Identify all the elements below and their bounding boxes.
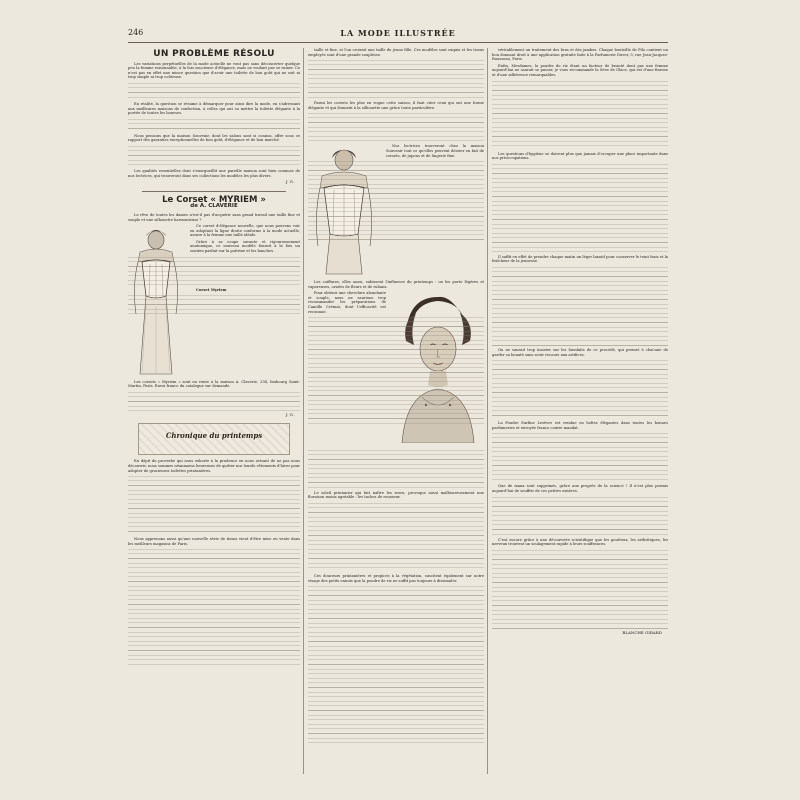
paragraph: Nous pensons que la maison Souvenir, dont les salons sont si connus, offre sous ce rapport des garanties exceptionnelles de bon goût, d'élégance et de bon marché. — [128, 133, 300, 143]
signature: BLANCHE GIRARD — [622, 629, 662, 635]
paragraph: On ne saurait trop insister sur les bienfaits de ce procédé, qui permet à chacune de garder sa beauté sans avoir recours aux artifices. — [492, 347, 668, 357]
paragraph: La Poudre Surfine Lesèvre est vendue en boîtes élégantes dans toutes les bonnes parfumeries et envoyée franco contre mandat. — [492, 421, 668, 430]
paragraph: Les coiffures, elles aussi, subissent l'influence du printemps : on les porte légères et vaporeuses, ornées de fleurs et de rubans. — [308, 279, 484, 289]
header-rule — [128, 42, 668, 43]
paragraph: Enfin, Mesdames, la poudre de riz étant un facteur de beauté dont pas une femme aujourd'hui ne saurait se passer, je vous recommande la Sève de Glace, qui est d'une finesse et d'une adhérence remarquables. — [492, 63, 668, 77]
paragraph: En dépit du proverbe qui nous exhorte à la prudence en nous avisant de ne pas nous découvrir, nous sommes néanmoins heureuses de quitter nos lourds vêtements d'hiver pour adopter de gracieuses toilettes printanières. — [128, 459, 300, 473]
section-title: Chronique du printemps — [165, 431, 263, 441]
article-title: UN PROBLÈME RÉSOLU — [153, 49, 275, 59]
paragraph: Le soleil printanier qui fait naître les roses, provoque aussi malheureusement une floraison moins agréable : les taches de rousseur. — [308, 490, 484, 500]
signature: J. G. — [285, 411, 294, 417]
paragraph: Que de maux sont supprimés, grâce aux progrès de la science ! Il n'est plus permis aujourd'hui de souffrir de ces petites misères. — [492, 484, 668, 493]
signature: J. G. — [285, 179, 294, 185]
column-1 — [128, 48, 300, 774]
column-2 — [308, 48, 484, 774]
paragraph: Le rêve de toutes les dames n'est-il pas d'acquérir sans grand travail une taille fine et souple et une silhouette harmonieuse ? — [128, 212, 300, 222]
column-divider — [303, 48, 304, 774]
text-block — [308, 449, 484, 489]
paragraph: En réalité, la question se résume à démarquer pour ainsi dire la mode, en s'adressant aux meilleures maisons de confection, à celles qui ont su mettre la toilette élégante à la portée de toutes les bourses. — [128, 101, 300, 116]
text-block — [308, 316, 484, 426]
article-title: Le Corset « MYRIEM » — [162, 194, 266, 205]
paragraph: Grâce à sa coupe savante et rigoureusement anatomique, ce nouveau modèle fournit à la fois un soutien parfait sur la poitrine et les hanches. — [190, 239, 300, 254]
journal-title: LA MODE ILLUSTRÉE — [340, 28, 456, 38]
text-block — [308, 502, 484, 572]
paragraph: Les variations perpétuelles de la mode actuelle ne vont pas sans déconcerter quelque peu la femme raisonnable, à la fois soucieuse d'élégance, mais ne voulant pas se ruiner. Ce n'est pas en effet une mince question que d'avoir une toilette de bon goût qui ne soit ni trop simple ni trop coûteuse. — [128, 61, 300, 80]
page-number: 246 — [128, 28, 144, 37]
text-block — [492, 496, 668, 536]
text-block — [128, 475, 300, 535]
article-byline: de A. CLAVERIE — [190, 203, 238, 210]
text-block — [308, 160, 484, 244]
text-block — [492, 266, 668, 346]
text-block — [128, 294, 300, 318]
page-header — [128, 28, 668, 42]
text-block — [128, 82, 300, 100]
paragraph: Ce corset d'élégance nouvelle, que nous pouvons voir en adoptant la ligne droite conforme à la mode actuelle, assure à la femme une taille idéale. — [190, 224, 300, 238]
paragraph: C'est encore grâce à une découverte scientifique que les goutteux, les arthritiques, les nerveux trouvent un soulagement rapide à leurs souffrances. — [492, 537, 668, 547]
text-block — [492, 359, 668, 419]
paragraph: Pour obtenir une chevelure abondante et souple, nous ne saurions trop recommander les préparations de Camille Crémat, dont l'efficacité est reconnue. — [308, 291, 387, 314]
column-3 — [492, 48, 668, 774]
paragraph: véritablement un traitement des bras et des jambes. Chaque bouteille de Pilo contient un bon donnant droit à une application gratuite faite à la Parfumerie Duver, 5, rue Jean-Jacques-Rousseau, Paris. — [492, 48, 668, 62]
paragraph: Les corsets « Myriem » sont en vente à la maison A. Claverie, 234, faubourg Saint-Martin, Paris. Envoi franco du catalogue sur demande. — [128, 379, 300, 389]
text-block — [128, 256, 300, 286]
text-block — [492, 163, 668, 253]
text-block — [492, 432, 668, 482]
decorative-banner — [138, 423, 290, 455]
paragraph: Les qualités essentielles dont s'enorgueillit une pareille maison sont bien connues de nos lectrices, qui trouveront dans ses collections les modèles les plus divers. — [128, 168, 300, 178]
text-block — [128, 391, 300, 411]
text-block — [128, 145, 300, 167]
product-name: Corset Myriem — [196, 287, 227, 292]
paragraph: Nos lectrices trouveront chez la maison Souvenir tout ce qu'elles peuvent désirer en fait de corsets, de jupons et de lingerie fine. — [386, 144, 484, 158]
text-block — [308, 59, 484, 99]
paragraph: Les questions d'hygiène se doivent plus que jamais d'occuper une place importante dans nos préoccupations. — [492, 151, 668, 161]
article-divider — [142, 191, 286, 192]
text-block — [308, 112, 484, 142]
paragraph: Nous apprenons aussi qu'une nouvelle série de tissus vient d'être mise en vente dans les meilleurs magasins de Paris. — [128, 537, 300, 546]
paragraph: Parmi les corsets les plus en vogue cette saison, il faut citer ceux qui ont une forme élégante et qui donnent à la silhouette une grâce toute particulière. — [308, 101, 484, 110]
text-block — [128, 118, 300, 132]
paragraph: taille et fine, et l'on croirait une taille de jeune fille. Ces modèles sont exquis et les tissus employés sont d'une grande souplesse. — [308, 48, 484, 57]
column-divider — [487, 48, 488, 774]
text-block — [492, 549, 668, 629]
paragraph: Ces douceurs printanières et propices à la végétation, suscitent également sur notre visage des petits ennuis que la poudre de riz ne suffit pas toujours à dissimuler. — [308, 573, 484, 583]
text-block — [492, 80, 668, 150]
paragraph: Il suffit en effet de prendre chaque matin un léger laxatif pour conserver le teint frais et la fraîcheur de la jeunesse. — [492, 254, 668, 264]
text-block — [308, 585, 484, 745]
text-block — [128, 548, 300, 668]
